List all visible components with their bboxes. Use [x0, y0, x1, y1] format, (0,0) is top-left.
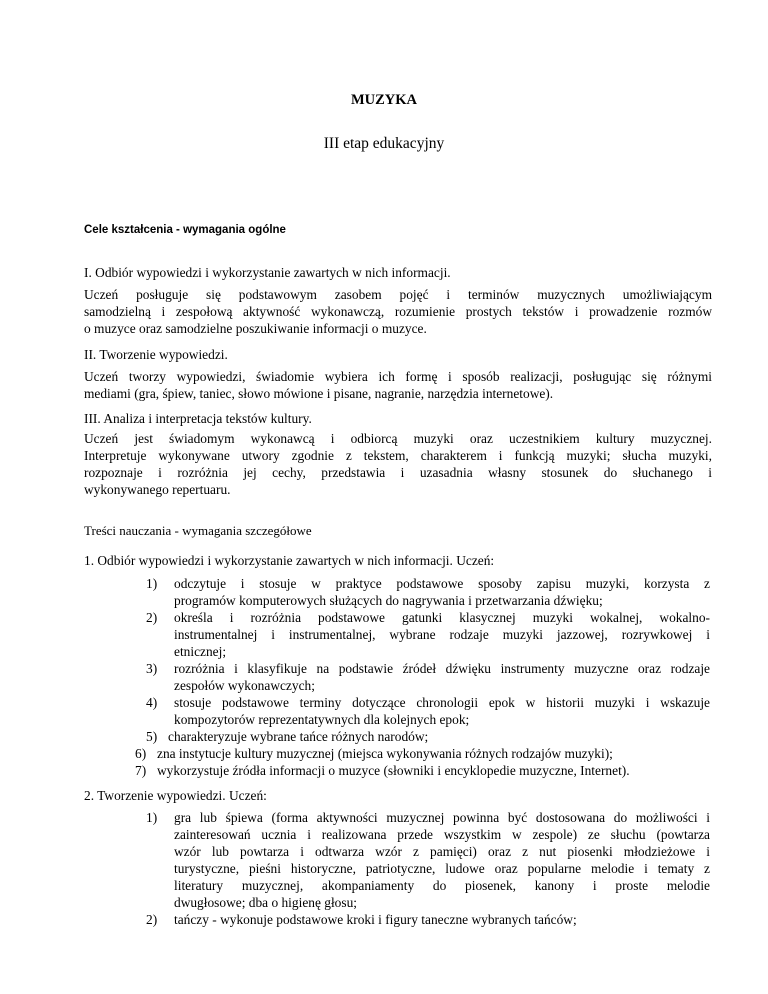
text-line: gra lub śpiewa (forma aktywności muzycznej powinna być dostosowana do możliwości i	[174, 810, 710, 825]
text-line: instrumentalnej i instrumentalnej, wybrane rodzaje muzyki jazzowej, rozrywkowej i	[174, 627, 710, 642]
page-title: MUZYKA	[350, 92, 418, 108]
list-item-number: 2)	[146, 912, 158, 927]
content-heading: Treści nauczania - wymagania szczegółowe	[84, 523, 312, 538]
text-line: rozróżnia i klasyfikuje na podstawie źródeł dźwięku instrumenty muzyczne oraz rodzaje	[174, 661, 710, 676]
list-item-number: 6)	[135, 746, 147, 761]
text-line: etnicznej;	[174, 644, 227, 659]
text-line: dwugłosowe; dba o higienę głosu;	[174, 895, 357, 910]
content-section-2-title: 2. Tworzenie wypowiedzi. Uczeń:	[84, 788, 267, 803]
goal-section-3-title: III. Analiza i interpretacja tekstów kultury.	[84, 411, 312, 426]
text-line: samodzielną i zespołową aktywność wykonawczą, rozumienie prostych tekstów i prowadzenie rozmów	[84, 304, 712, 319]
list-item-number: 2)	[146, 610, 158, 625]
text-line: charakteryzuje wybrane tańce różnych narodów;	[168, 729, 429, 744]
text-line: wykonywanego repertuaru.	[84, 482, 231, 497]
text-line: zainteresowań ucznia i realizowana przede wszystkim w zespole) ze słuchu (powtarza	[174, 827, 710, 842]
text-line: mediami (gra, śpiew, taniec, słowo mówione i pisane, nagranie, narzędzia internetowe).	[84, 386, 554, 401]
goal-section-1-text	[84, 286, 712, 337]
text-line: tańczy - wykonuje podstawowe kroki i figury taneczne wybranych tańców;	[174, 912, 577, 927]
goal-section-2-title: II. Tworzenie wypowiedzi.	[84, 347, 228, 362]
text-line: Uczeń tworzy wypowiedzi, świadomie wybiera ich formę i sposób realizacji, posługując się różnymi	[84, 369, 712, 384]
list-item-number: 5)	[146, 729, 158, 744]
text-line: zespołów wykonawczych;	[174, 678, 315, 693]
text-line: Interpretuje wykonywane utwory zgodnie z tekstem, charakterem i funkcją muzyki; słucha muzyki,	[84, 448, 712, 463]
list-item-number: 3)	[146, 661, 158, 676]
text-line: Uczeń posługuje się podstawowym zasobem pojęć i terminów muzycznych umożliwiającym	[84, 287, 712, 302]
goal-section-3-text	[84, 430, 712, 498]
text-line: Uczeń jest świadomym wykonawcą i odbiorcą muzyki oraz uczestnikiem kultury muzycznej.	[84, 431, 712, 446]
list-item-number: 7)	[135, 763, 147, 778]
list-item-number: 1)	[146, 810, 158, 825]
text-line: zna instytucje kultury muzycznej (miejsca wykonywania różnych rodzajów muzyki);	[157, 746, 613, 761]
general-goals-heading: Cele kształcenia - wymagania ogólne	[84, 224, 286, 236]
text-line: literatury muzycznej, akompaniamenty do piosenek, kanony i proste melodie	[174, 878, 710, 893]
content-section-1-title: 1. Odbiór wypowiedzi i wykorzystanie zawartych w nich informacji. Uczeń:	[84, 553, 495, 568]
text-line: turystyczne, pieśni historyczne, patriotyczne, ludowe oraz popularne melodie i tematy z	[174, 861, 710, 876]
text-line: odczytuje i stosuje w praktyce podstawowe sposoby zapisu muzyki, korzysta z	[174, 576, 710, 591]
text-line: wzór lub powtarza i odtwarza wzór z pamięci) oraz z nut piosenki młodzieżowe i	[174, 844, 710, 859]
text-line: stosuje podstawowe terminy dotyczące chronologii epok w historii muzyki i wskazuje	[174, 695, 710, 710]
text-line: określa i rozróżnia podstawowe gatunki klasycznej muzyki wokalnej, wokalno-	[174, 610, 710, 625]
text-line: wykorzystuje źródła informacji o muzyce (słowniki i encyklopedie muzyczne, Internet).	[157, 763, 630, 778]
text-line: rozpoznaje i rozróżnia jej cechy, przedstawia i uzasadnia własny stosunek do słuchanego i	[84, 465, 712, 480]
list-item-number: 4)	[146, 695, 158, 710]
text-line: o muzyce oraz samodzielne poszukiwanie informacji o muzyce.	[84, 321, 427, 336]
goal-section-1-title: I. Odbiór wypowiedzi i wykorzystanie zawartych w nich informacji.	[84, 265, 451, 280]
list-item-number: 1)	[146, 576, 158, 591]
page-subtitle: III etap edukacyjny	[323, 135, 445, 152]
text-line: programów komputerowych służących do nagrywania i przetwarzania dźwięku;	[174, 593, 603, 608]
goal-section-2-text	[84, 368, 712, 402]
text-line: kompozytorów reprezentatywnych dla kolejnych epok;	[174, 712, 470, 727]
